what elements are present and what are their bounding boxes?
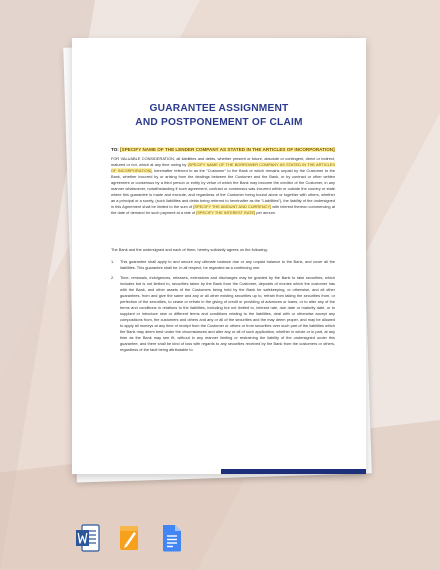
word-icon[interactable] (76, 523, 100, 553)
list-item (111, 259, 335, 271)
title-line-1: GUARANTEE ASSIGNMENT (149, 103, 289, 114)
borrower-placeholder: [SPECIFY NAME OF THE BORROWER COMPANY AS STATED IN THE ARTICLES OF INCORPORATION] (111, 162, 335, 173)
list-item (111, 275, 335, 353)
footer-accent-bar (221, 469, 366, 474)
document-page (72, 38, 366, 474)
list-item-text: This guarantee shall apply to and secure any ultimate balance due or any unpaid balance to the Bank, and cover all the liabilities. This guarantee shall be, in all respect, be regarded as a continuing one. (120, 259, 335, 270)
rate-placeholder: [SPECIFY THE INTEREST RATE] (196, 210, 256, 215)
title-line-2: AND POSTPONEMENT OF CLAIM (135, 117, 303, 128)
p1-text-c: with interest thereon commencing at the date of demand for such payment at a rate of (111, 204, 335, 215)
list-item-text: Time, renewals, indulgences, releases, extensions and discharges may be granted by the Bank to take securities, which includes but is not limited to, securities taken by the Bank from the Customer, deposits of monies which the customer has with the Bank, and other assets of the Customers being held by the Bank for safekeeping, or otherwise, and all other guarantees, from and give the same and any or all other existing securities up to, refrain from taking the securities from, or perfection of the securities, to cease or refrain in the giving of credit or providing of advances or loans, or to alter any of the terms and conditions in relations to the liabilities, including but not limited to, interest rate, due date or maturity date, or to supplant or introduce new or different terms and conditions relating to the liabilities, deal with or otherwise accept any compositions from, the customers and others and any or all of the securities and the may deem proper, and may be allowed to apply all moneys at any time of receipt from the Customer or others or from securities over such part of the liabilities which the Bank may deem best under the circumstances and alter any or all of such application, whether in whole or in part, at any time as the Bank may see fit, without in any manner limiting or restraining the liability of the undersigned under this guarantee, and there shall be kind of loss with regards to any securities received by the Bank from the customers or others, regardless of the fault being attributable to (120, 275, 335, 352)
paragraph-consideration (111, 156, 335, 216)
amount-placeholder: [SPECIFY THE AMOUNT AND CURRENCY] (193, 204, 272, 209)
pages-icon[interactable] (118, 523, 142, 553)
clause-list (111, 259, 335, 353)
p1-text-d: per annum. (256, 210, 276, 215)
list-item-number: 2. (111, 275, 115, 280)
lender-placeholder: [SPECIFY NAME OF THE LENDER COMPANY AS STATED IN THE ARTICLES OF INCORPORATION] (120, 147, 335, 152)
p1-text-b: , hereinafter referred to as the "Customer" to the Bank or which remains unpaid by the Customer to the Bank, whether incurred by or arising from the dealings between the Customer and the Bank, or by contract or other written agreement or consensus by a third person or entity by virtue of which the Bank may become the creditor of the Customer, in any manner whatsoever, notwithstanding if such agreement, contract or consensus was incurred within or outside the country or state where this guarantee is made and execute, and regardless of the Customer being bound alone or together with others, whether as a principal or a surety, (such liabilities and debts being referred to hereinafter as the "Liabilities"), the liability of the undersigned in this Agreement shall be limited to the sum of (111, 168, 335, 209)
addressee-line (111, 147, 351, 153)
list-item-number: 1. (111, 259, 115, 264)
google-docs-icon[interactable] (160, 523, 184, 553)
document-title (72, 102, 366, 130)
paragraph-agreement: The Bank and the undersigned and each of them, hereby solidarily agrees on the following: (111, 247, 268, 252)
to-label: TO: (111, 147, 119, 152)
p1-text-a: FOR VALUABLE CONSIDERATION, all liabilities and debts, whether present or future, absolute or contingent, direct or indirect, matured or not, which at any time owing by (111, 156, 335, 167)
